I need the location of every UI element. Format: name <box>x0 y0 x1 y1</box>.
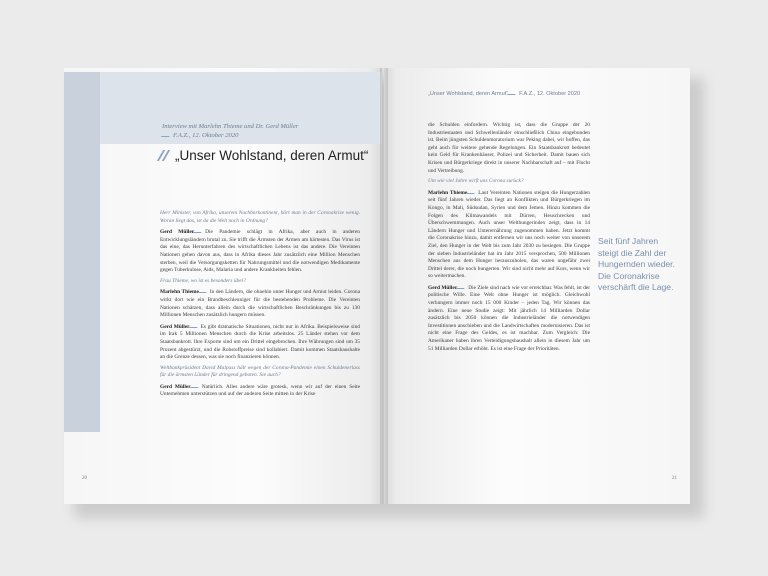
running-head <box>428 90 580 97</box>
slash-mark-icon <box>193 228 205 233</box>
answer-text: Natürlich. Alles andere wäre grotesk, wenn wir auf der einen Seite Unternehmen unterstützen und auf der anderen Seite mitten in der Krise <box>160 383 360 398</box>
slash-mark-icon <box>466 189 478 194</box>
page-number-left: 20 <box>82 476 87 481</box>
answer-2 <box>160 288 360 319</box>
slash-mark-icon <box>190 383 202 388</box>
slash-mark-icon <box>198 288 210 293</box>
slash-mark-icon <box>188 323 200 328</box>
slash-mark-icon <box>507 90 519 95</box>
running-head-title: „Unser Wohlstand, deren Armut“ <box>428 91 509 97</box>
answer-4 <box>160 383 360 399</box>
slash-mark-icon <box>161 132 173 137</box>
question-1: Um wie viel Jahre wirft uns Corona zurück? <box>428 178 524 185</box>
interview-source-text: F.A.Z., 12. Oktober 2020 <box>173 132 239 139</box>
question-2: Frau Thieme, wo ist es besonders übel? <box>160 277 246 284</box>
right-page-body <box>428 122 590 356</box>
interview-names: Interview mit Marlehn Thieme und Dr. Gerd Müller <box>162 123 299 130</box>
page-number-right: 21 <box>672 476 677 481</box>
interview-credit <box>162 122 362 140</box>
answer-text: Laut Vereinten Nationen steigen die Hungerzahlen seit fünf Jahren wieder. Das liegt an Konflikten und Bürgerkriegen im Kongo, in Mali, Südsudan, Syrien und dem Jemen. Hinzu kommen die Folgen des Klimawandels mit Dürren, Heuschrecken und Überschwemmungen. Auch unser Welthungerindex zeigt, dass in 14 Ländern Hunger und Unterernährung zugenommen haben. Jetzt kommt die Coronakrise hinzu, damit entfernen wir uns noch weiter von unserem Ziel, den Hunger in der Welt bis zum Jahr 2030 zu besiegen. Die Gruppe der sieben Industrieländer hat im Jahr 2015 versprochen, 500 Millionen Menschen aus dem Hunger herauszuholen, das waren ungefähr zwei Drittel derer, die noch hungerten. Wir sind nicht mehr auf Kurs, wenn wir so weitermachen. <box>428 189 590 280</box>
question-3: Weltbankpräsident David Malpass hält wegen der Corona-Pandemie einen Schuldenerlass für die ärmsten Länder für dringend geboten. Sie auch? <box>160 364 360 379</box>
speaker-name: Gerd Müller <box>160 383 191 390</box>
question-1: Herr Minister, von Afrika, unserem Nachbarkontinent, hört man in der Coronakrise wenig. Woran liegt das, ist da die Welt noch in Ordnung? <box>160 210 360 224</box>
answer-text: Die Pandemie schlägt in Afrika, aber auch in anderen Entwicklungsländern brutal zu. Sie trifft die Ärmsten der Armen am härtesten. Das Virus ist das eine, das Herunterfahren des wirtschaftlichen Lebens ist das andere. Die Vereinten Nationen gehen davon aus, dass in Afrika dieses Jahr zusätzlich eine Million Menschen sterben, weil die Versorgungsketten für Nahrungsmittel und die notwendigen Medikamente gegen Tuberkulose, Aids, Malaria und andere Krankheiten fehlen. <box>160 229 360 274</box>
interview-source <box>162 131 362 140</box>
article-title <box>160 148 370 163</box>
speaker-name: Gerd Müller <box>160 229 195 236</box>
answer-2 <box>428 284 590 353</box>
answer-1 <box>428 189 590 281</box>
answer-3 <box>160 323 360 362</box>
speaker-name: Gerd Müller <box>428 284 458 291</box>
speaker-name: Marlehn Thieme <box>160 289 199 296</box>
answer-text: Es gibt dramatische Situationen, nicht nur in Afrika. Beispielsweise sind im Irak 5 Millionen Menschen durch die Krise arbeitslos. 25 Länder stehen vor dem Staatsbankrott. Ihre Exporte sind um ein Drittel eingebrochen. Ihre Währungen sind um 35 Prozent abgestürzt, und die Rohstoffpreise sind kollabiert. Damit kommen Staatshaushalte an die Grenze dessen, was sie noch finanzieren können. <box>160 323 360 361</box>
answer-1 <box>160 228 360 275</box>
speaker-name: Gerd Müller <box>160 323 190 330</box>
speaker-name: Marlehn Thieme <box>428 189 468 196</box>
double-slash-icon <box>160 150 171 160</box>
answer-text: In den Ländern, die ohnehin unter Hunger und Armut leiden. Corona wirkt dort wie ein Brandbeschleuniger für die bestehenden Probleme. Die Vereinten Nationen schätzen, dass allein durch die wirtschaftlichen Beschränkungen bis zu 130 Millionen Menschen zusätzlich hungern müssen. <box>160 289 360 319</box>
side-band <box>64 72 100 432</box>
left-page-body <box>160 210 360 402</box>
running-head-source: F.A.Z., 12. Oktober 2020 <box>519 91 581 97</box>
book-gutter <box>380 68 388 504</box>
article-title-text: „Unser Wohlstand, deren Armut“ <box>175 148 369 163</box>
slash-mark-icon <box>456 284 468 289</box>
answer-text: Die Ziele sind nach wie vor erreichbar. Was fehlt, ist der politische Wille. Eine Welt ohne Hunger ist möglich. Gleichwohl verhungern immer noch 15 000 Kinder – jeden Tag. Wir können das ändern. Eine neue Studie zeigt: Mit jährlich 14 Milliarden Dollar zusätzlich bis 2050 können die Industrieländer die notwendigen Investitionen anschieben und die Landwirtschaften modernisieren. Das ist nicht eine Frage des Geldes, es ist machbar. Zum Vergleich: Die Amerikaner haben ihren Verteidigungshaushalt allein in diesem Jahr um 51 Milliarden Dollar erhöht. Es ist eine Frage der Prioritäten. <box>428 284 590 352</box>
pull-quote: Seit fünf Jahren steigt die Zahl der Hungernden wieder. Die Coronakrise verschärft die Lage. <box>598 236 675 293</box>
paragraph-1: die Schulden einfordern. Wichtig ist, dass die Gruppe der 20 Industriestaaten und Schwellenländer einschließlich China eingebunden ist. Beim jüngsten Schuldenmoratorium war Peking dabei, wir hoffen, das geht auch für weitere gehende Regelungen. Ein Staatsbankrott bedeutet kein Geld für Krankenhäuser, Polizei und Sicherheit. Damit bauen sich Krisen und Bürgerkriege direkt in unserer Nachbarschaft auf – mit Flucht und Vertreibung. <box>428 122 590 174</box>
